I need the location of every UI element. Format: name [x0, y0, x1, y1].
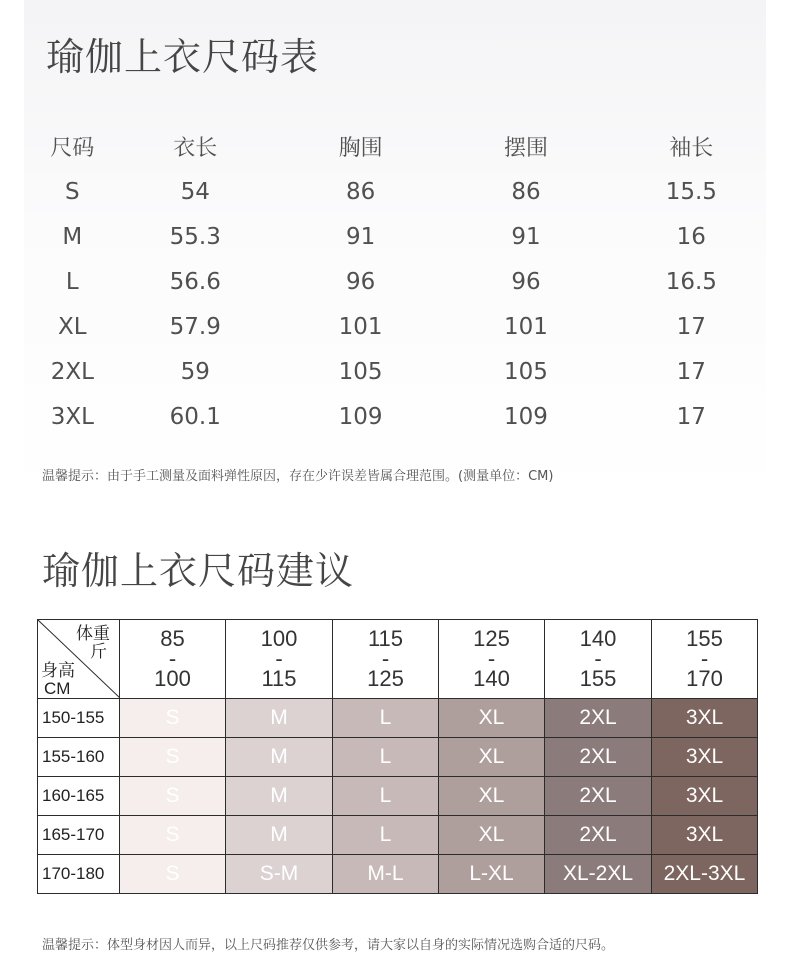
- weight-min: 115: [367, 626, 404, 651]
- height-range-label: 160-165: [38, 777, 120, 816]
- size-cell: S: [120, 777, 226, 816]
- size-cell: 3XL: [652, 699, 758, 738]
- table-cell: 57.9: [169, 313, 221, 340]
- weight-dash: -: [700, 646, 709, 671]
- table-row: [32, 214, 774, 259]
- table-cell: 17: [676, 358, 706, 385]
- size-cell: S: [120, 699, 226, 738]
- size-cell: 2XL: [545, 699, 652, 738]
- weight-max: 155: [579, 666, 617, 691]
- table-cell: 16.5: [665, 268, 717, 295]
- size-cell: S: [120, 816, 226, 855]
- weight-dash: -: [594, 646, 602, 671]
- table-row: [38, 738, 758, 777]
- header-hem: 摆围: [503, 136, 548, 161]
- table-cell: 101: [504, 313, 548, 340]
- weight-dash: -: [275, 646, 283, 671]
- size-cell: L-XL: [439, 855, 545, 894]
- weight-dash: -: [381, 646, 390, 671]
- weight-max: 100: [154, 666, 191, 691]
- weight-unit: 斤: [90, 642, 107, 661]
- table-cell: 96: [345, 268, 376, 295]
- table-cell: 91: [511, 223, 541, 250]
- table-cell: 109: [504, 403, 548, 430]
- table-row: [38, 816, 758, 855]
- table-cell: 56.6: [169, 268, 221, 295]
- size-cell: S-M: [226, 855, 333, 894]
- weight-max: 115: [261, 666, 297, 691]
- table-cell: 17: [676, 403, 706, 430]
- corner-header-cell: [38, 620, 120, 699]
- table-row: [38, 777, 758, 816]
- weight-min: 100: [260, 626, 298, 651]
- size-cell: 2XL: [545, 777, 652, 816]
- table-cell: 16: [676, 223, 706, 250]
- weight-range-4: [439, 620, 545, 699]
- weight-label: 体重: [76, 624, 110, 643]
- size-cell: XL-2XL: [545, 855, 652, 894]
- table-row: [32, 259, 774, 304]
- size-cell: XL: [439, 816, 545, 855]
- weight-min: 85: [160, 626, 185, 651]
- table-row: [38, 855, 758, 894]
- weight-range-5: [545, 620, 652, 699]
- table-cell: 55.3: [169, 223, 221, 250]
- size-cell: 3XL: [652, 738, 758, 777]
- table-cell: XL: [58, 313, 87, 340]
- size-cell: 2XL: [545, 816, 652, 855]
- size-cell: M: [226, 699, 333, 738]
- size-cell: L: [333, 777, 439, 816]
- table-cell: 17: [676, 313, 706, 340]
- size-cell: M: [226, 816, 333, 855]
- table-cell: 2XL: [50, 358, 94, 385]
- height-range-label: 170-180: [38, 855, 120, 894]
- size-cell: XL: [439, 699, 545, 738]
- table-cell: 3XL: [50, 403, 94, 430]
- weight-header-row: [38, 620, 758, 699]
- table-cell: 15.5: [665, 178, 717, 205]
- weight-range-1: [120, 620, 226, 699]
- table-cell: 96: [511, 268, 541, 295]
- size-cell: L: [333, 816, 439, 855]
- size-cell: L: [333, 699, 439, 738]
- table-cell: M: [62, 223, 83, 250]
- header-bust: 胸围: [338, 136, 383, 161]
- size-cell: 2XL: [545, 738, 652, 777]
- size-cell: L: [333, 738, 439, 777]
- table-cell: 105: [504, 358, 548, 385]
- weight-max: 125: [367, 666, 404, 691]
- size-chart-header-row: [32, 124, 774, 169]
- table-cell: 86: [345, 178, 376, 205]
- table-row: [32, 349, 774, 394]
- header-length: 衣长: [173, 136, 218, 161]
- table-row: [32, 394, 774, 439]
- size-cell: S: [120, 855, 226, 894]
- size-cell: XL: [439, 738, 545, 777]
- weight-max: 170: [686, 666, 723, 691]
- table-cell: 86: [511, 178, 541, 205]
- table-cell: S: [64, 178, 80, 205]
- size-cell: 2XL-3XL: [652, 855, 758, 894]
- weight-min: 155: [686, 626, 723, 651]
- table-cell: 54: [180, 178, 210, 205]
- header-sleeve: 袖长: [669, 136, 714, 161]
- table-row: [32, 169, 774, 214]
- weight-dash: -: [168, 646, 177, 671]
- table-row: [38, 699, 758, 738]
- size-cell: S: [120, 738, 226, 777]
- size-recommendation-note: 温馨提示：体型身材因人而异，以上尺码推荐仅供参考，请大家以自身的实际情况选购合适的尺码。: [42, 938, 615, 953]
- height-range-label: 150-155: [38, 699, 120, 738]
- table-cell: 101: [338, 313, 383, 340]
- size-cell: XL: [439, 777, 545, 816]
- table-cell: 60.1: [169, 403, 221, 430]
- table-cell: 109: [338, 403, 383, 430]
- size-chart-table: [32, 124, 774, 439]
- table-cell: 59: [180, 358, 210, 385]
- size-chart-note: 温馨提示：由于手工测量及面料弹性原因，存在少许误差皆属合理范围。(测量单位：CM): [42, 469, 554, 484]
- size-cell: 3XL: [652, 777, 758, 816]
- size-cell: 3XL: [652, 816, 758, 855]
- weight-dash: -: [487, 646, 496, 671]
- height-unit: CM: [44, 679, 71, 698]
- weight-min: 140: [579, 626, 617, 651]
- weight-range-3: [333, 620, 439, 699]
- table-cell: 105: [338, 358, 383, 385]
- table-cell: 91: [345, 223, 376, 250]
- size-cell: M-L: [333, 855, 439, 894]
- size-recommendation-table: [37, 619, 758, 894]
- height-range-label: 155-160: [38, 738, 120, 777]
- size-cell: M: [226, 738, 333, 777]
- header-size: 尺码: [50, 136, 95, 161]
- table-row: [32, 304, 774, 349]
- weight-max: 140: [473, 666, 510, 691]
- size-cell: M: [226, 777, 333, 816]
- weight-min: 125: [473, 626, 510, 651]
- height-range-label: 165-170: [38, 816, 120, 855]
- weight-range-6: [652, 620, 758, 699]
- table-cell: L: [65, 268, 79, 295]
- weight-range-2: [226, 620, 333, 699]
- size-chart-title: 瑜伽上衣尺码表: [46, 35, 320, 79]
- height-label: 身高: [41, 661, 75, 680]
- size-recommendation-title: 瑜伽上衣尺码建议: [42, 549, 355, 593]
